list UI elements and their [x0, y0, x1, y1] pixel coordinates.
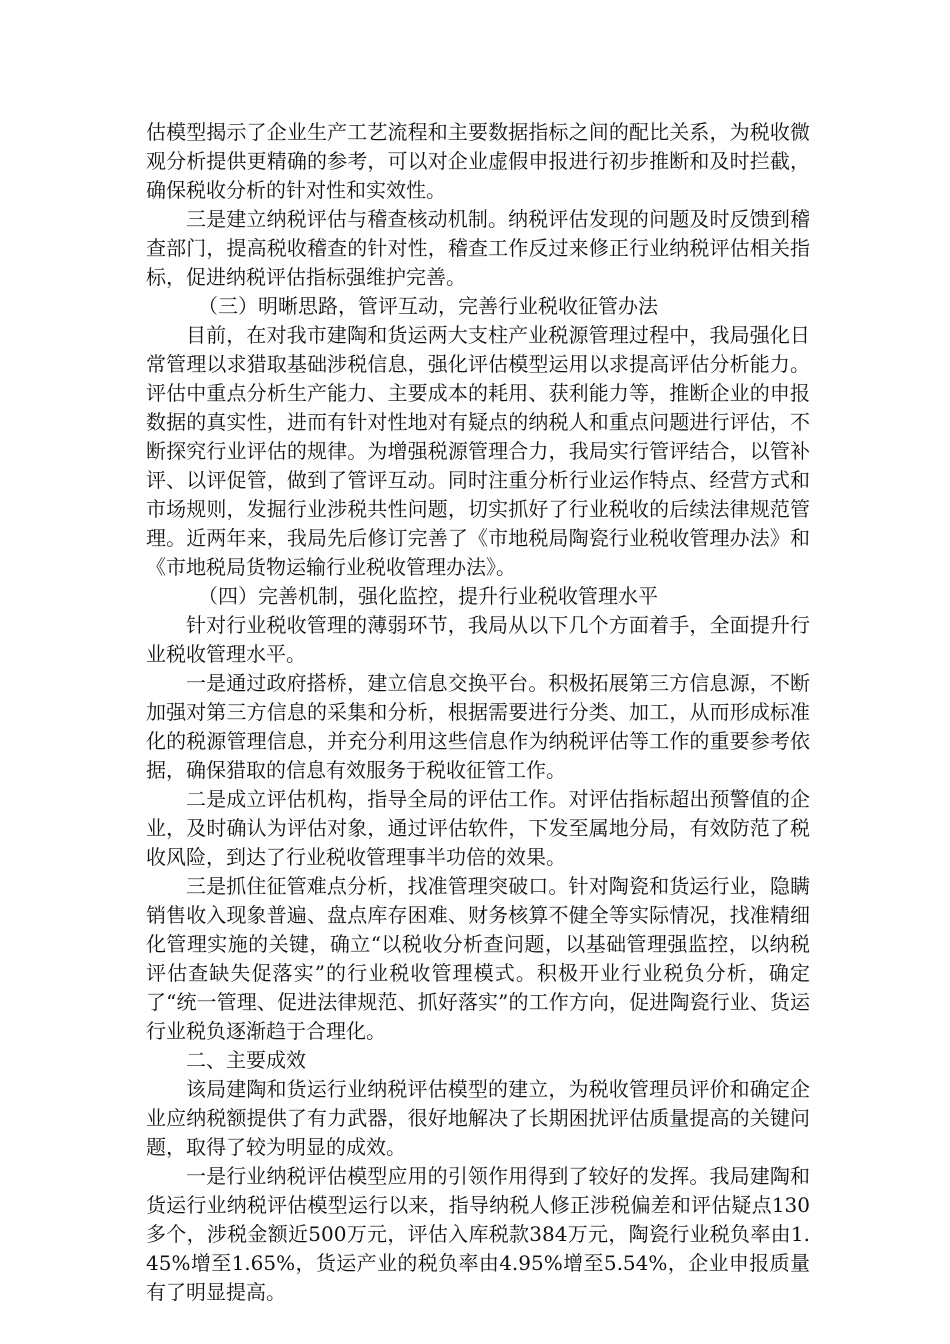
- section-heading-main-results: 二、主要成效: [186, 1048, 306, 1072]
- paragraph-point-three: 三是建立纳税评估与稽查核动机制。纳税评估发现的问题及时反馈到稽查部门，提高税收稽查的针对性，稽查工作反过来修正行业纳税评估相关指标，促进纳税评估指标强维护完善。: [146, 207, 810, 289]
- paragraph-point-one: 一是通过政府搭桥，建立信息交换平台。积极拓展第三方信息源，不断加强对第三方信息的采集和分析，根据需要进行分类、加工，从而形成标准化的税源管理信息，并充分利用这些信息作为纳税评估等工作的重要参考依据，确保猎取的信息有效服务于税收征管工作。: [146, 671, 810, 782]
- paragraph-result-one: 一是行业纳税评估模型应用的引领作用得到了较好的发挥。我局建陶和货运行业纳税评估模型运行以来，指导纳税人修正涉税偏差和评估疑点130多个，涉税金额近500万元，评估入库税款384万元，陶瓷行业税负率由1.45%增至1.65%，货运产业的税负率由4.95%增至5.54%，企业申报质量有了明显提高。: [146, 1164, 810, 1304]
- paragraph-results-intro: 该局建陶和货运行业纳税评估模型的建立，为税收管理员评价和确定企业应纳税额提供了有力武器，很好地解决了长期困扰评估质量提高的关键问题，取得了较为明显的成效。: [146, 1077, 810, 1159]
- section-heading-3: （三）明晰思路，管评互动，完善行业税收征管办法: [198, 294, 658, 318]
- paragraph-current-situation: 目前，在对我市建陶和货运两大支柱产业税源管理过程中，我局强化日常管理以求猎取基础涉税信息，强化评估模型运用以求提高评估分析能力。评估中重点分析生产能力、主要成本的耗用、获利能力等，推断企业的申报数据的真实性，进而有针对性地对有疑点的纳税人和重点问题进行评估，不断探究行业评估的规律。为增强税源管理合力，我局实行管评结合，以管补评、以评促管，做到了管评互动。同时注重分析行业运作特点、经营方式和市场规则，发掘行业涉税共性问题，切实抓好了行业税收的后续法律规范管理。近两年来，我局先后修订完善了《市地税局陶瓷行业税收管理办法》和《市地税局货物运输行业税收管理办法》。: [146, 323, 810, 579]
- section-heading-4: （四）完善机制，强化监控，提升行业税收管理水平: [198, 584, 658, 608]
- document-body: [146, 118, 810, 1307]
- paragraph-point-two: 二是成立评估机构，指导全局的评估工作。对评估指标超出预警值的企业，及时确认为评估对象，通过评估软件，下发至属地分局，有效防范了税收风险，到达了行业税收管理事半功倍的效果。: [146, 787, 810, 869]
- paragraph-point-three-b: 三是抓住征管难点分析，找准管理突破口。针对陶瓷和货运行业，隐瞒销售收入现象普遍、盘点库存困难、财务核算不健全等实际情况，找准精细化管理实施的关键，确立“以税收分析查问题，以基础管理强监控，以纳税评估查缺失促落实”的行业税收管理模式。积极开业行业税负分析，确定了“统一管理、促进法律规范、抓好落实”的工作方向，促进陶瓷行业、货运行业税负逐渐趋于合理化。: [146, 874, 810, 1043]
- paragraph-weak-links: 针对行业税收管理的薄弱环节，我局从以下几个方面着手，全面提升行业税收管理水平。: [146, 613, 810, 666]
- paragraph-continuation: 估模型揭示了企业生产工艺流程和主要数据指标之间的配比关系，为税收微观分析提供更精确的参考，可以对企业虚假申报进行初步推断和及时拦截，确保税收分析的针对性和实效性。: [146, 120, 810, 202]
